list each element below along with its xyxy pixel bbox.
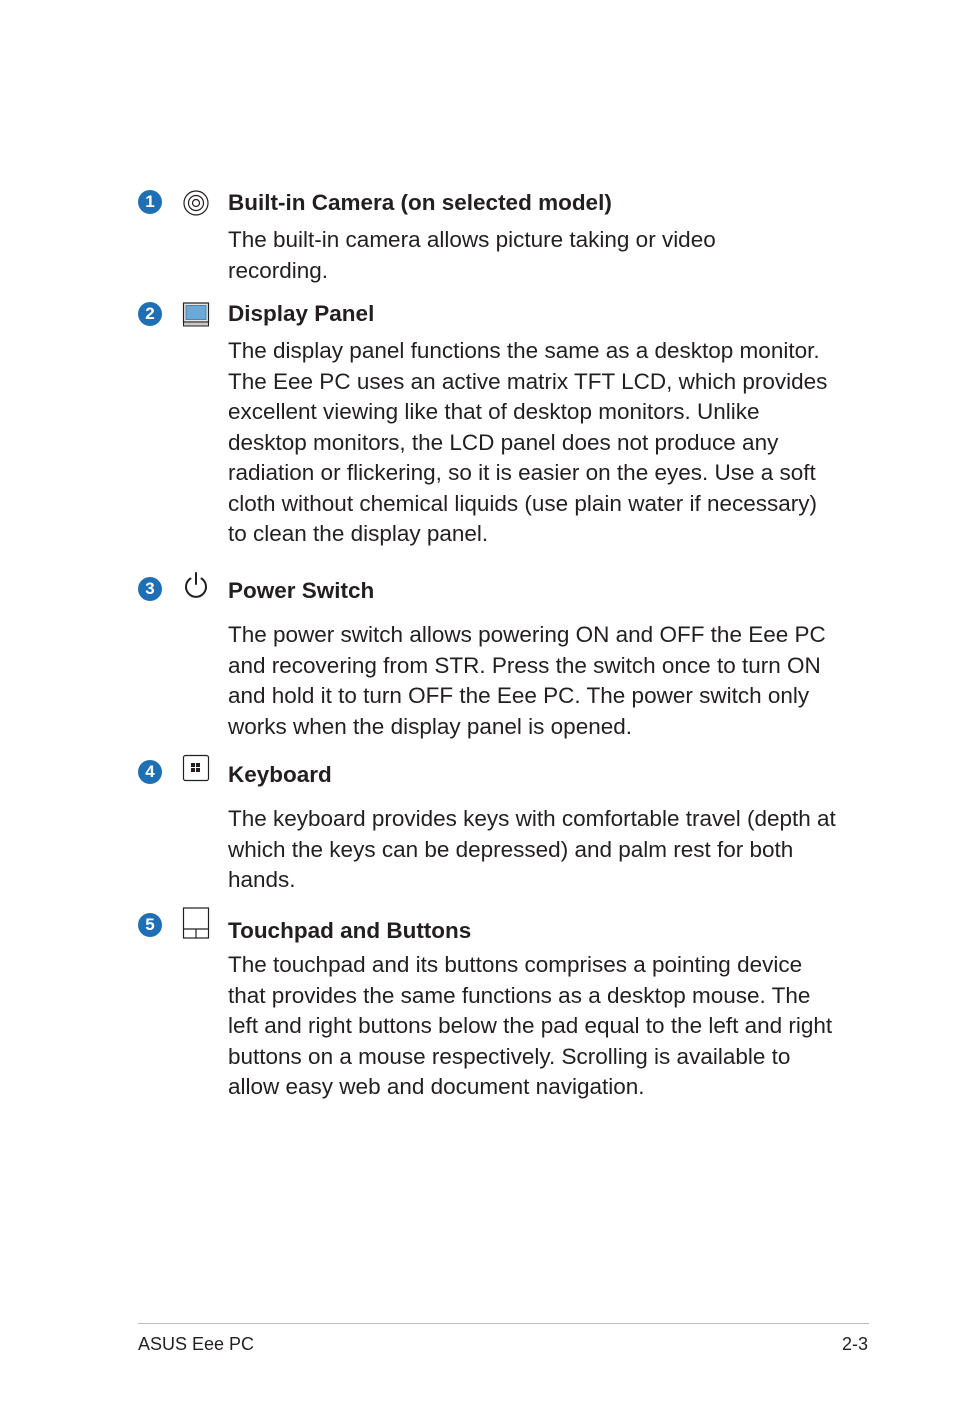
- item-number-badge: 4: [138, 760, 162, 784]
- display-icon: [182, 301, 210, 329]
- footer-divider: [138, 1323, 869, 1324]
- item-number-badge: 1: [138, 190, 162, 214]
- footer-product-name: ASUS Eee PC: [138, 1334, 255, 1354]
- item-number-badge: 5: [138, 913, 162, 937]
- item-description: The display panel functions the same as a desktop monitor. The Eee PC uses an active matrix TFT LCD, which provides excellent viewing like that of desktop monitors. Unlike desktop monitors, the LCD panel does not produce any radiation or flickering, so it is easier on the eyes. Use a soft cloth without chemical liquids (use plain water if necessary) to clean the display panel.: [228, 338, 828, 546]
- item-description: The touchpad and its buttons comprises a pointing device that provides the same functions as a desktop mouse. The left and right buttons below the pad equal to the left and right buttons on a mouse respectively. Scrolling is available to allow easy web and document navigation.: [228, 952, 833, 1099]
- item-description: The keyboard provides keys with comfortable travel (depth at which the keys can be depressed) and palm rest for both hands.: [228, 806, 836, 892]
- item-description: The built-in camera allows picture taking or video recording.: [228, 227, 716, 283]
- item-title: Display Panel: [228, 301, 375, 326]
- footer-page-number: 2-3: [841, 1334, 868, 1354]
- item-number-badge: 2: [138, 302, 162, 326]
- item-description: The power switch allows powering ON and OFF the Eee PC and recovering from STR. Press the switch once to turn ON and hold it to turn OFF the Eee PC. The power switch only works when the display panel is opened.: [228, 622, 826, 739]
- power-icon: [182, 571, 210, 599]
- item-title: Touchpad and Buttons: [228, 918, 472, 943]
- camera-icon: [182, 189, 210, 217]
- touchpad-icon: [182, 907, 210, 939]
- item-number-badge: 3: [138, 577, 162, 601]
- item-title: Power Switch: [228, 578, 375, 603]
- item-title: Keyboard: [228, 762, 332, 787]
- keyboard-icon: [182, 754, 210, 782]
- item-title: Built-in Camera (on selected model): [228, 190, 612, 215]
